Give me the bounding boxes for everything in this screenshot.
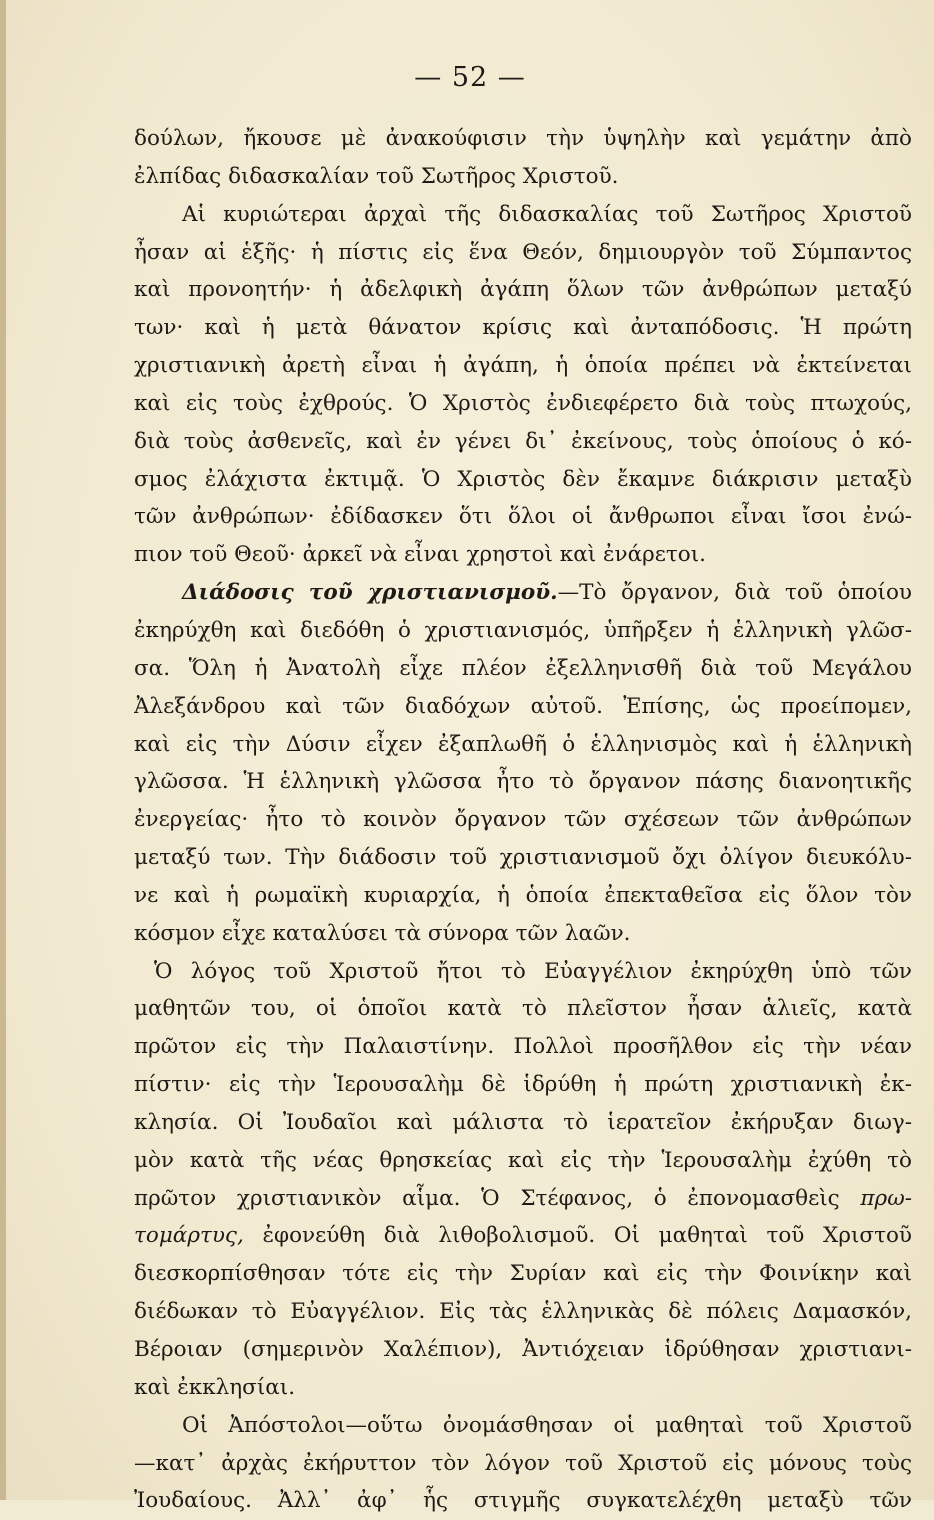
heading-line-rest: —Τὸ ὄργανον, διὰ τοῦ ὁποίου (557, 580, 912, 606)
page-number: — 52 — (414, 62, 526, 93)
text-line: Αἱ κυριώτεραι ἀρχαὶ τῆς διδασκαλίας τοῦ Σωτῆρος Χριστοῦ (182, 201, 912, 227)
text-line: κόσμον εἶχε καταλύσει τὰ σύνορα τῶν λαῶν. (134, 920, 631, 946)
text-line: Βέροιαν (σημερινὸν Χαλέπιον), Ἀντιόχειαν ἱδρύθησαν χριστιανι- (134, 1337, 912, 1362)
section-heading: Διάδοσις τοῦ χριστιανισμοῦ. (182, 580, 558, 606)
text-line: κλησία. Οἱ Ἰουδαῖοι καὶ μάλιστα τὸ ἱερατεῖον ἐκήρυξαν διωγ- (134, 1109, 912, 1135)
text-line (134, 1217, 912, 1255)
text-span: πρῶτον χριστιανικὸν αἷμα. Ὁ Στέφανος, ὁ ἐπονομασθεὶς (134, 1185, 861, 1211)
text-line: ἐνεργείας· ἦτο τὸ κοινὸν ὄργανον τῶν σχέσεων τῶν ἀνθρώπων (134, 807, 912, 833)
text-line: Ὁ λόγος τοῦ Χριστοῦ ἤτοι τὸ Εὐαγγέλιον ἐκηρύχθη ὑπὸ τῶν (154, 958, 912, 984)
text-line: διὰ τοὺς ἀσθενεῖς, καὶ ἐν γένει δι᾽ ἐκείνους, τοὺς ὁποίους ὁ κό- (134, 428, 912, 454)
text-line: διεσκορπίσθησαν τότε εἰς τὴν Συρίαν καὶ εἰς τὴν Φοινίκην καὶ (134, 1261, 912, 1287)
text-line: δούλων, ἤκουσε μὲ ἀνακούφισιν τὴν ὑψηλὴν καὶ γεμάτην ἀπὸ (134, 126, 912, 151)
text-line: καὶ προνοητήν· ἡ ἀδελφικὴ ἀγάπη ὅλων τῶν ἀνθρώπων μεταξύ (134, 277, 912, 303)
text-line: μεταξύ των. Τὴν διάδοσιν τοῦ χριστιανισμοῦ ὄχι ὀλίγον διευκόλυ- (134, 845, 912, 871)
text-line: μαθητῶν του, οἱ ὁποῖοι κατὰ τὸ πλεῖστον ἦσαν ἁλιεῖς, κατὰ (134, 996, 912, 1022)
section-heading-line (134, 574, 912, 612)
text-line: Ἰουδαίους. Ἀλλ᾽ ἀφ᾽ ἧς στιγμῆς συγκατελέχθη μεταξὺ τῶν (134, 1488, 912, 1514)
text-line: καὶ εἰς τοὺς ἐχθρούς. Ὁ Χριστὸς ἐνδιεφέρετο διὰ τοὺς πτωχούς, (134, 390, 912, 416)
text-line: ἐκηρύχθη καὶ διεδόθη ὁ χριστιανισμός, ὑπῆρξεν ἡ ἑλληνικὴ γλῶσ- (134, 617, 912, 643)
text-line: πίστιν· εἰς τὴν Ἱερουσαλὴμ δὲ ἱδρύθη ἡ πρώτη χριστιανικὴ ἐκ- (134, 1072, 912, 1098)
text-line: Ἀλεξάνδρου καὶ τῶν διαδόχων αὐτοῦ. Ἐπίσης, ὡς προείπομεν, (134, 693, 912, 719)
text-line: τῶν ἀνθρώπων· ἐδίδασκεν ὅτι ὅλοι οἱ ἄνθρωποι εἶναι ἴσοι ἐνώ- (134, 504, 912, 530)
text-line: καὶ ἐκκλησίαι. (134, 1374, 296, 1400)
text-line: σα. Ὅλη ἡ Ἀνατολὴ εἶχε πλέον ἐξελληνισθῆ διὰ τοῦ Μεγάλου (134, 655, 912, 681)
text-line: διέδωκαν τὸ Εὐαγγέλιον. Εἰς τὰς ἑλληνικὰς δὲ πόλεις Δαμασκόν, (134, 1299, 912, 1325)
text-line: πιον τοῦ Θεοῦ· ἀρκεῖ νὰ εἶναι χρηστοὶ καὶ ἐνάρετοι. (134, 542, 706, 568)
text-span: ἐφονεύθη διὰ λιθοβολισμοῦ. Οἱ μαθηταὶ τοῦ Χριστοῦ (243, 1223, 912, 1249)
text-line: —κατ᾽ ἀρχὰς ἐκήρυττον τὸν λόγον τοῦ Χριστοῦ εἰς μόνους τοὺς (134, 1450, 912, 1476)
text-line: μὸν κατὰ τῆς νέας θρησκείας καὶ εἰς τὴν Ἱερουσαλὴμ ἐχύθη τὸ (134, 1147, 912, 1173)
italic-term: πρω- (860, 1185, 912, 1211)
text-line: ἦσαν αἱ ἑξῆς· ἡ πίστις εἰς ἕνα Θεόν, δημιουργὸν τοῦ Σύμπαντος (134, 239, 912, 265)
italic-term: τομάρτυς, (134, 1223, 244, 1249)
text-line: γλῶσσα. Ἡ ἑλληνικὴ γλῶσσα ἦτο τὸ ὄργανον πάσης διανοητικῆς (134, 769, 912, 795)
text-line: Οἱ Ἀπόστολοι—οὕτω ὀνομάσθησαν οἱ μαθηταὶ τοῦ Χριστοῦ (182, 1412, 912, 1438)
text-line: των· καὶ ἡ μετὰ θάνατον κρίσις καὶ ἀνταπόδοσις. Ἡ πρώτη (134, 315, 912, 341)
body-text (134, 120, 912, 1520)
text-line (134, 1180, 912, 1218)
text-line: χριστιανικὴ ἀρετὴ εἶναι ἡ ἀγάπη, ἡ ὁποία πρέπει νὰ ἐκτείνεται (134, 353, 912, 379)
text-line: νε καὶ ἡ ρωμαϊκὴ κυριαρχία, ἡ ὁποία ἐπεκταθεῖσα εἰς ὅλον τὸν (134, 882, 912, 908)
text-line: πρῶτον εἰς τὴν Παλαιστίνην. Πολλοὶ προσῆλθον εἰς τὴν νέαν (134, 1034, 912, 1060)
text-line: ἐλπίδας διδασκαλίαν τοῦ Σωτῆρος Χριστοῦ. (134, 163, 619, 189)
text-line: καὶ εἰς τὴν Δύσιν εἶχεν ἐξαπλωθῆ ὁ ἑλληνισμὸς καὶ ἡ ἑλληνικὴ (134, 731, 912, 757)
text-line: σμος ἐλάχιστα ἐκτιμᾷ. Ὁ Χριστὸς δὲν ἔκαμνε διάκρισιν μεταξὺ (134, 466, 912, 492)
